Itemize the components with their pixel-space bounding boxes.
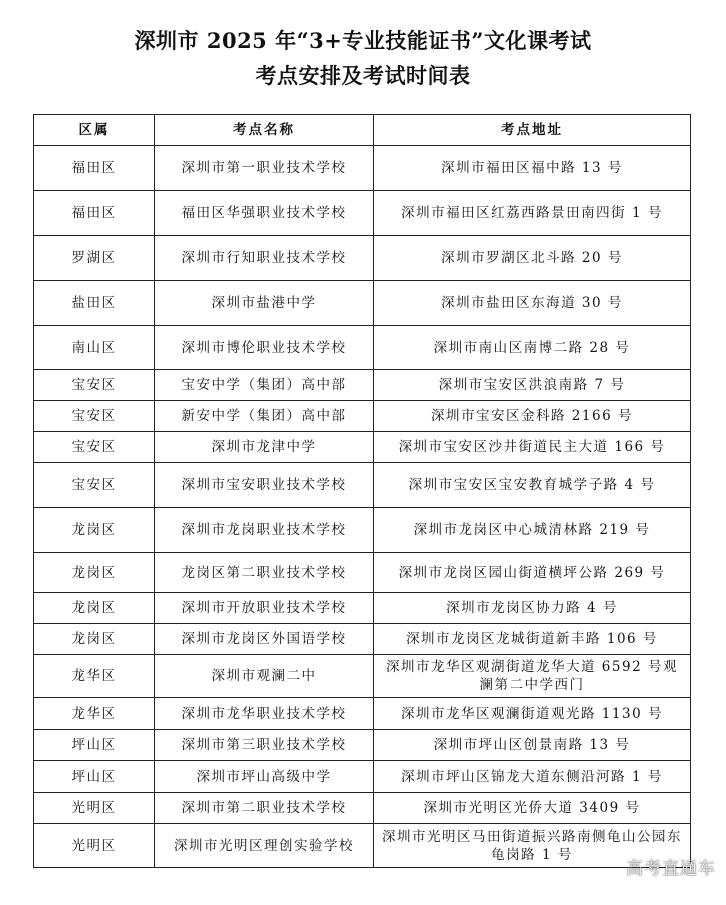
exam-site-table: [33, 114, 691, 868]
document-title-line1: 深圳市 2025 年“3+专业技能证书”文化课考试: [134, 28, 592, 53]
cell-site-name: 深圳市行知职业技术学校: [155, 236, 374, 281]
cell-site-name: 龙岗区第二职业技术学校: [155, 553, 374, 593]
table-row: [34, 370, 691, 401]
cell-site-address: 深圳市龙岗区园山街道横坪公路 269 号: [374, 553, 691, 593]
table-row: [34, 463, 691, 508]
cell-site-name: 深圳市博伦职业技术学校: [155, 326, 374, 370]
cell-site-address: 深圳市龙岗区协力路 4 号: [374, 593, 691, 624]
cell-district: 光明区: [34, 824, 155, 868]
cell-site-address: 深圳市宝安区洪浪南路 7 号: [374, 370, 691, 401]
cell-district: 宝安区: [34, 401, 155, 432]
table-row: [34, 730, 691, 761]
cell-site-address: 深圳市宝安区金科路 2166 号: [374, 401, 691, 432]
cell-site-address: 深圳市龙华区观澜街道观光路 1130 号: [374, 698, 691, 730]
cell-site-address: 深圳市宝安区宝安教育城学子路 4 号: [374, 463, 691, 508]
table-row: [34, 553, 691, 593]
header-site-name: 考点名称: [155, 115, 374, 146]
cell-district: 龙岗区: [34, 508, 155, 553]
cell-district: 宝安区: [34, 463, 155, 508]
table-row: [34, 655, 691, 698]
document-title-line2: 考点安排及考试时间表: [255, 63, 471, 88]
cell-district: 宝安区: [34, 432, 155, 463]
cell-site-address: 深圳市罗湖区北斗路 20 号: [374, 236, 691, 281]
cell-site-address: 深圳市南山区南博二路 28 号: [374, 326, 691, 370]
cell-site-name: 深圳市龙岗职业技术学校: [155, 508, 374, 553]
cell-site-name: 深圳市第一职业技术学校: [155, 146, 374, 191]
cell-district: 福田区: [34, 191, 155, 236]
table-row: [34, 401, 691, 432]
cell-district: 南山区: [34, 326, 155, 370]
cell-site-address: 深圳市福田区红荔西路景田南四街 1 号: [374, 191, 691, 236]
cell-site-address: 深圳市福田区福中路 13 号: [374, 146, 691, 191]
cell-site-name: 深圳市开放职业技术学校: [155, 593, 374, 624]
cell-site-name: 新安中学（集团）高中部: [155, 401, 374, 432]
table-row: [34, 191, 691, 236]
cell-site-address: 深圳市龙岗区中心城清林路 219 号: [374, 508, 691, 553]
cell-district: 福田区: [34, 146, 155, 191]
header-site-address: 考点地址: [374, 115, 691, 146]
cell-district: 龙岗区: [34, 624, 155, 655]
cell-site-address: 深圳市坪山区锦龙大道东侧沿河路 1 号: [374, 761, 691, 793]
cell-district: 宝安区: [34, 370, 155, 401]
cell-site-name: 深圳市坪山高级中学: [155, 761, 374, 793]
cell-site-name: 深圳市观澜二中: [155, 655, 374, 698]
cell-site-address: 深圳市坪山区创景南路 13 号: [374, 730, 691, 761]
table-row: [34, 326, 691, 370]
cell-district: 坪山区: [34, 761, 155, 793]
cell-site-address: 深圳市光明区光侨大道 3409 号: [374, 793, 691, 824]
cell-site-address: 深圳市龙岗区龙城街道新丰路 106 号: [374, 624, 691, 655]
table-row: [34, 624, 691, 655]
table-row: [34, 236, 691, 281]
cell-district: 盐田区: [34, 281, 155, 326]
table-row: [34, 698, 691, 730]
table-row: [34, 281, 691, 326]
cell-site-name: 福田区华强职业技术学校: [155, 191, 374, 236]
cell-site-name: 深圳市龙津中学: [155, 432, 374, 463]
cell-district: 光明区: [34, 793, 155, 824]
cell-district: 罗湖区: [34, 236, 155, 281]
cell-site-name: 宝安中学（集团）高中部: [155, 370, 374, 401]
table-row: [34, 508, 691, 553]
table-row: [34, 793, 691, 824]
cell-district: 龙华区: [34, 698, 155, 730]
cell-site-address: 深圳市宝安区沙井街道民主大道 166 号: [374, 432, 691, 463]
cell-district: 龙岗区: [34, 553, 155, 593]
cell-site-name: 深圳市龙岗区外国语学校: [155, 624, 374, 655]
cell-site-address: 深圳市光明区马田街道振兴路南侧龟山公园东龟岗路 1 号: [374, 824, 691, 868]
cell-site-name: 深圳市第二职业技术学校: [155, 793, 374, 824]
cell-site-address: 深圳市龙华区观湖街道龙华大道 6592 号观澜第二中学西门: [374, 655, 691, 698]
cell-site-name: 深圳市宝安职业技术学校: [155, 463, 374, 508]
header-district: 区属: [34, 115, 155, 146]
table-row: [34, 761, 691, 793]
table-row: [34, 432, 691, 463]
table-row: [34, 824, 691, 868]
cell-site-name: 深圳市第三职业技术学校: [155, 730, 374, 761]
table-row: [34, 593, 691, 624]
table-header-row: [34, 115, 691, 146]
cell-district: 龙华区: [34, 655, 155, 698]
cell-site-name: 深圳市光明区理创实验学校: [155, 824, 374, 868]
cell-site-name: 深圳市龙华职业技术学校: [155, 698, 374, 730]
cell-district: 龙岗区: [34, 593, 155, 624]
cell-district: 坪山区: [34, 730, 155, 761]
cell-site-address: 深圳市盐田区东海道 30 号: [374, 281, 691, 326]
table-row: [34, 146, 691, 191]
cell-site-name: 深圳市盐港中学: [155, 281, 374, 326]
watermark-text: 高考直通车: [626, 859, 716, 879]
